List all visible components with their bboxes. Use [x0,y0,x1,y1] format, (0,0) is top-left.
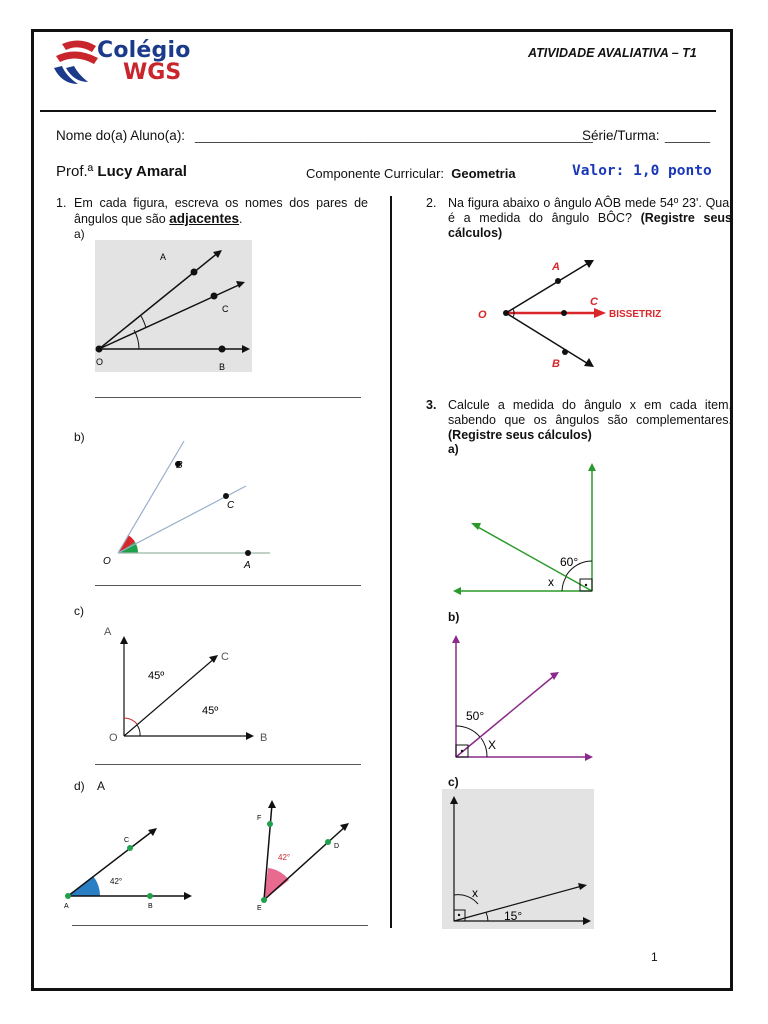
angle-label-2: 45º [202,705,219,717]
label-c: C [124,837,130,844]
teacher-prefix: Prof.ª [56,163,94,180]
q1-figure-a [95,240,252,372]
right-angle-dot [585,584,587,586]
point-c [223,493,229,499]
label-b: B [260,732,268,744]
q3-statement: Calcule a medida do ângulo x em cada item, sabendo que os ângulos são complementares. [448,398,732,427]
angle-label: 50° [466,709,485,723]
angle-arc [456,726,480,737]
ray-ac [68,830,154,896]
label-b: B [219,362,226,372]
q1-text [74,196,368,227]
q1-number: 1. [56,196,67,210]
q1-item-c: c) [74,604,84,618]
label-b: B [148,903,153,910]
point-a [555,278,561,284]
point-a [65,893,71,899]
q3-item-b: b) [448,610,460,624]
bisector-label: BISSETRIZ [609,309,662,320]
label-f: F [257,815,262,822]
ray-ed [264,826,346,900]
logo-acronym: WGS [123,60,182,85]
angle-label: 42° [278,853,291,862]
right-angle-dot [461,750,463,752]
point-o [96,346,103,353]
label-a: A [552,261,560,273]
q3-text [448,398,732,443]
q1-figure-d1 [60,820,195,910]
arrow-icon [471,523,481,530]
q1-figure-d2 [252,796,357,911]
grade-field[interactable]: ______ [665,128,711,143]
student-name-label: Nome do(a) Aluno(a): [56,128,186,143]
q1-item-d-note: A [97,779,106,793]
subject-label: Componente Curricular: [306,166,445,181]
label-a: A [160,252,167,262]
point-f [267,821,273,827]
page-number: 1 [651,950,658,964]
angle-label: 15° [504,909,523,923]
point-a [191,269,198,276]
q3-figure-a [448,458,603,598]
angle-arc [481,738,487,757]
q1-item-a: a) [74,227,85,241]
arrow-icon [246,732,254,740]
point-d [325,839,331,845]
answer-line-a[interactable] [95,397,361,398]
angle-arc [137,725,140,736]
x-label: x [548,575,554,589]
label-e: E [257,905,262,911]
q2-text [448,196,732,241]
angle-label: 60° [560,555,579,569]
q3-figure-c [442,789,594,929]
q1-figure-b [96,438,272,573]
q2-figure [470,252,680,377]
header-divider [40,110,716,112]
q3-emphasis: (Registre seus cálculos) [448,428,592,442]
label-c: C [227,500,235,511]
label-o: O [96,357,104,367]
arrow-icon [120,636,128,644]
arrow-icon [588,463,596,471]
label-b: B [176,460,183,471]
q1-item-b: b) [74,430,85,444]
arrow-icon [585,753,593,761]
answer-line-c[interactable] [95,764,361,765]
subject-value: Geometria [451,166,516,181]
q1-figure-c [100,618,275,746]
angle-arc [562,577,566,591]
x-label: X [488,738,497,752]
answer-line-b[interactable] [95,585,361,586]
ray-oa [506,262,590,313]
page-title: ATIVIDADE AVALIATIVA – T1 [528,46,697,60]
q2-emphasis: (Registre seus cálculos) [448,211,732,240]
student-name-field[interactable]: _____________________________________________________ [195,128,593,143]
q3-figure-b [448,630,598,765]
label-o: O [478,309,487,321]
x-label: x [472,886,478,900]
q2-statement: Na figura abaixo o ângulo AÔB mede 54º 23'. Qual é a medida do ângulo BÔC? [448,196,732,225]
label-o: O [103,556,111,567]
score-value: Valor: 1,0 ponto [572,163,712,179]
right-angle-dot [458,914,460,916]
q1-period: . [239,212,243,226]
answer-line-d[interactable] [72,925,368,926]
point-o [503,310,509,316]
point-c [561,310,567,316]
q1-statement: Em cada figura, escreva os nomes dos pares de ângulos que são [74,196,368,226]
point-a [245,550,251,556]
point-b [219,346,226,353]
label-a: A [64,903,69,910]
angle-arc [124,718,137,724]
point-b [562,349,568,355]
point-c [127,845,133,851]
label-a: A [244,560,251,571]
q3-item-a: a) [448,442,459,456]
arrow-icon [148,828,157,836]
label-b: B [552,358,560,370]
teacher [56,163,187,180]
angle-fill [264,868,289,900]
label-a: A [104,626,112,638]
label-o: O [109,732,118,744]
label-c: C [590,296,598,308]
subject [306,166,516,181]
point-c [211,293,218,300]
logo-name: Colégio [97,38,191,63]
q1-emphasis: adjacentes [169,211,240,226]
column-divider [390,196,392,928]
arrow-icon [268,800,276,808]
ray-oc [124,658,215,736]
logo-emblem-icon [52,38,102,86]
arrow-icon [594,308,606,318]
label-c: C [222,304,229,314]
label-d: D [334,843,340,850]
q3-item-c: c) [448,775,459,789]
q3-number: 3. [426,398,437,412]
arrow-icon [452,635,460,643]
q1-item-d: d) [74,779,85,793]
q2-number: 2. [426,196,437,210]
angle-label: 42° [110,877,123,886]
teacher-name: Lucy Amaral [97,163,187,180]
ray-ob [506,313,590,365]
point-b [147,893,153,899]
point-e [261,897,267,903]
label-c: C [221,651,229,663]
angle-label-1: 45º [148,670,165,682]
arrow-icon [184,892,192,900]
arrow-icon [453,587,461,595]
grade-label: Série/Turma: [582,128,660,143]
